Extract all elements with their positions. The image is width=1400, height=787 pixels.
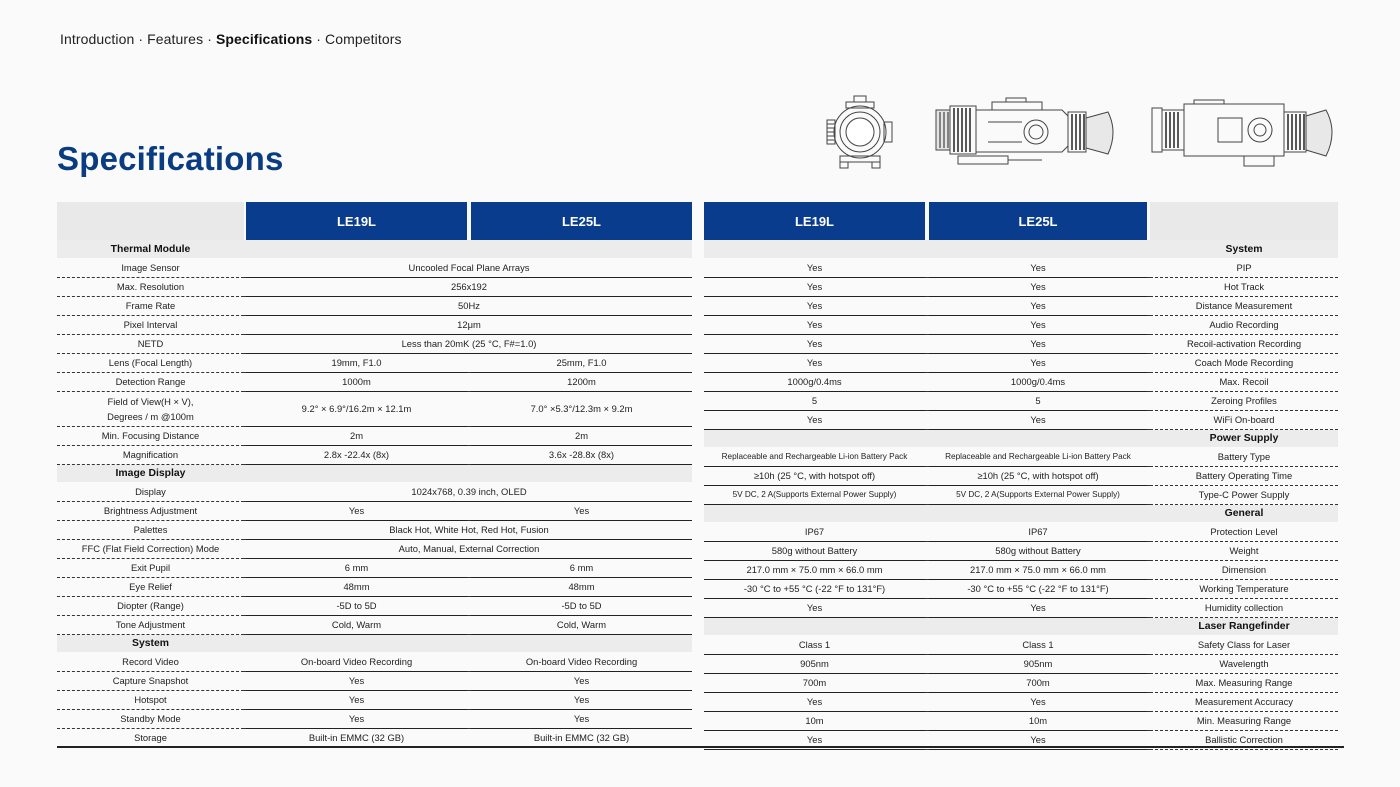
spec-value-le25l: -30 °C to +55 °C (-22 °F to 131°F)	[929, 579, 1147, 598]
spec-row	[704, 410, 1338, 429]
spec-row	[57, 315, 692, 334]
spec-value-shared: Less than 20mK (25 °C, F#=1.0)	[246, 334, 692, 353]
spec-label: Pixel Interval	[57, 315, 244, 334]
spec-row	[704, 598, 1338, 617]
spec-row	[704, 560, 1338, 579]
spec-value-le25l: 580g without Battery	[929, 541, 1147, 560]
spec-value-le25l: Yes	[929, 730, 1147, 749]
spec-value-le19l: -5D to 5D	[246, 596, 467, 615]
spec-label: Tone Adjustment	[57, 615, 244, 634]
section-title: Laser Rangefinder	[1150, 617, 1338, 635]
spec-value-le19l: -30 °C to +55 °C (-22 °F to 131°F)	[704, 579, 925, 598]
section-title: Power Supply	[1150, 429, 1338, 447]
spec-value-le19l: IP67	[704, 522, 925, 541]
spec-row	[704, 258, 1338, 277]
spec-value-le19l: Yes	[704, 692, 925, 711]
spec-value-le19l: Yes	[704, 730, 925, 749]
spec-row	[57, 596, 692, 615]
spec-row	[704, 353, 1338, 372]
spec-row	[704, 296, 1338, 315]
breadcrumb-introduction[interactable]: Introduction	[60, 31, 135, 47]
spec-row	[57, 671, 692, 690]
spec-label: Recoil-activation Recording	[1150, 334, 1338, 353]
spec-label: NETD	[57, 334, 244, 353]
header-corner	[57, 202, 244, 240]
spec-label: Hot Track	[1150, 277, 1338, 296]
spec-label: Storage	[57, 728, 244, 747]
spec-value-le25l: 1200m	[471, 372, 692, 391]
spec-label: Weight	[1150, 541, 1338, 560]
spec-value-le19l: Yes	[704, 353, 925, 372]
spec-row	[704, 522, 1338, 541]
spec-value-le25l: 5V DC, 2 A(Supports External Power Supply)	[929, 485, 1147, 504]
spec-label: FFC (Flat Field Correction) Mode	[57, 539, 244, 558]
header-corner	[1150, 202, 1338, 240]
spec-label-line: Field of View(H × V),	[107, 395, 194, 407]
spec-label: Frame Rate	[57, 296, 244, 315]
spec-value-le25l: 25mm, F1.0	[471, 353, 692, 372]
spec-row	[704, 654, 1338, 673]
spec-value-le25l: Yes	[929, 334, 1147, 353]
section-blank	[704, 504, 1147, 522]
spec-label: Coach Mode Recording	[1150, 353, 1338, 372]
scope-side-view-image	[932, 96, 1122, 170]
spec-value-le25l: Yes	[471, 501, 692, 520]
spec-value-le25l: 217.0 mm × 75.0 mm × 66.0 mm	[929, 560, 1147, 579]
section-blank	[246, 634, 692, 652]
spec-value-le19l: 2.8x -22.4x (8x)	[246, 445, 467, 464]
spec-label: Capture Snapshot	[57, 671, 244, 690]
spec-value-le19l: Yes	[704, 258, 925, 277]
spec-label: Battery Operating Time	[1150, 466, 1338, 485]
spec-row	[57, 539, 692, 558]
spec-value-le19l: Yes	[246, 709, 467, 728]
header-model-le19l: LE19L	[246, 202, 467, 240]
spec-row	[704, 315, 1338, 334]
breadcrumb-competitors[interactable]: Competitors	[325, 31, 402, 47]
spec-value-le19l: Class 1	[704, 635, 925, 654]
spec-value-le19l: Yes	[704, 598, 925, 617]
spec-value-le25l: IP67	[929, 522, 1147, 541]
spec-row	[57, 277, 692, 296]
spec-label: Wavelength	[1150, 654, 1338, 673]
spec-value-le19l: 580g without Battery	[704, 541, 925, 560]
spec-value-le25l: Yes	[929, 353, 1147, 372]
spec-table-left	[57, 202, 692, 748]
spec-row	[57, 615, 692, 634]
spec-value-le25l: Yes	[929, 315, 1147, 334]
spec-value-le25l: Yes	[471, 671, 692, 690]
spec-row	[57, 445, 692, 464]
section-blank	[246, 464, 692, 482]
spec-table-right	[704, 202, 1338, 750]
spec-row	[57, 709, 692, 728]
section-title: Image Display	[57, 464, 244, 482]
breadcrumb-separator: ·	[316, 31, 322, 47]
section-header-row	[57, 634, 692, 652]
spec-value-le19l: 6 mm	[246, 558, 467, 577]
spec-row	[704, 372, 1338, 391]
spec-row	[57, 520, 692, 539]
spec-value-le25l: 700m	[929, 673, 1147, 692]
spec-label: Zeroing Profiles	[1150, 391, 1338, 410]
spec-value-shared: Black Hot, White Hot, Red Hot, Fusion	[246, 520, 692, 539]
spec-label: Hotspot	[57, 690, 244, 709]
spec-value-le19l: 48mm	[246, 577, 467, 596]
spec-value-le25l: Yes	[929, 277, 1147, 296]
spec-value-le19l: 5V DC, 2 A(Supports External Power Supply)	[704, 485, 925, 504]
table-header-row	[704, 202, 1338, 240]
breadcrumb	[60, 31, 402, 47]
spec-value-le19l: 1000m	[246, 372, 467, 391]
spec-row	[704, 391, 1338, 410]
header-model-le25l: LE25L	[471, 202, 692, 240]
spec-row	[57, 372, 692, 391]
section-blank	[246, 240, 692, 258]
spec-value-le25l: Replaceable and Rechargeable Li-ion Battery Pack	[929, 447, 1147, 466]
spec-label: Display	[57, 482, 244, 501]
spec-value-le25l: 3.6x -28.8x (8x)	[471, 445, 692, 464]
spec-label: Protection Level	[1150, 522, 1338, 541]
spec-value-le25l: 5	[929, 391, 1147, 410]
spec-value-le19l: 10m	[704, 711, 925, 730]
spec-row	[57, 482, 692, 501]
spec-value-le19l: Yes	[246, 671, 467, 690]
section-header-row	[704, 504, 1338, 522]
spec-value-le19l: Built-in EMMC (32 GB)	[246, 728, 467, 747]
header-model-le19l: LE19L	[704, 202, 925, 240]
spec-value-le25l: Class 1	[929, 635, 1147, 654]
spec-value-le19l: Yes	[704, 277, 925, 296]
spec-value-le25l: Cold, Warm	[471, 615, 692, 634]
spec-value-le25l: 2m	[471, 426, 692, 445]
spec-value-le19l: ≥10h (25 °C, with hotspot off)	[704, 466, 925, 485]
section-header-row	[704, 617, 1338, 635]
spec-value-le19l: Yes	[704, 410, 925, 429]
spec-value-le19l: 1000g/0.4ms	[704, 372, 925, 391]
spec-row	[57, 258, 692, 277]
spec-row	[57, 296, 692, 315]
section-title: System	[1150, 240, 1338, 258]
scope-front-view-image	[824, 94, 896, 170]
spec-value-le25l: 7.0° ×5.3°/12.3m × 9.2m	[471, 391, 692, 426]
spec-label: Safety Class for Laser	[1150, 635, 1338, 654]
spec-label: Working Temperature	[1150, 579, 1338, 598]
scope-top-view-image	[1148, 98, 1340, 172]
section-header-row	[57, 240, 692, 258]
spec-row	[57, 577, 692, 596]
spec-value-shared: Uncooled Focal Plane Arrays	[246, 258, 692, 277]
spec-label: Type-C Power Supply	[1150, 485, 1338, 504]
spec-label: Ballistic Correction	[1150, 730, 1338, 749]
spec-value-le19l: Yes	[704, 315, 925, 334]
spec-label-line: Degrees / m @100m	[107, 410, 194, 422]
spec-label: Detection Range	[57, 372, 244, 391]
section-blank	[704, 617, 1147, 635]
breadcrumb-separator: ·	[207, 31, 212, 47]
spec-row	[704, 692, 1338, 711]
spec-row	[57, 426, 692, 445]
spec-value-le25l: Yes	[471, 709, 692, 728]
spec-row	[57, 728, 692, 747]
spec-label: Image Sensor	[57, 258, 244, 277]
section-header-row	[57, 464, 692, 482]
spec-row	[57, 353, 692, 372]
spec-label: Lens (Focal Length)	[57, 353, 244, 372]
breadcrumb-features[interactable]: Features	[147, 31, 204, 47]
spec-label: Exit Pupil	[57, 558, 244, 577]
spec-row	[704, 541, 1338, 560]
spec-label: Dimension	[1150, 560, 1338, 579]
spec-value-le25l: 6 mm	[471, 558, 692, 577]
spec-label: Min. Measuring Range	[1150, 711, 1338, 730]
spec-label: Eye Relief	[57, 577, 244, 596]
spec-value-le25l: ≥10h (25 °C, with hotspot off)	[929, 466, 1147, 485]
spec-value-shared: 12μm	[246, 315, 692, 334]
spec-label: Record Video	[57, 652, 244, 671]
spec-value-le25l: Yes	[929, 258, 1147, 277]
spec-row	[57, 334, 692, 353]
spec-label	[57, 391, 244, 426]
spec-row	[704, 466, 1338, 485]
breadcrumb-specifications[interactable]: Specifications	[215, 31, 313, 47]
spec-value-le25l: 905nm	[929, 654, 1147, 673]
spec-label: Audio Recording	[1150, 315, 1338, 334]
spec-value-shared: 1024x768, 0.39 inch, OLED	[246, 482, 692, 501]
spec-label: Max. Resolution	[57, 277, 244, 296]
spec-value-le25l: Yes	[471, 690, 692, 709]
spec-value-le19l: 700m	[704, 673, 925, 692]
bottom-rule	[57, 746, 1344, 748]
spec-value-le19l: Cold, Warm	[246, 615, 467, 634]
spec-label: Min. Focusing Distance	[57, 426, 244, 445]
spec-label: Palettes	[57, 520, 244, 539]
spec-label: Max. Recoil	[1150, 372, 1338, 391]
spec-value-le19l: 217.0 mm × 75.0 mm × 66.0 mm	[704, 560, 925, 579]
section-header-row	[704, 429, 1338, 447]
spec-value-le19l: Yes	[246, 501, 467, 520]
spec-value-shared: Auto, Manual, External Correction	[246, 539, 692, 558]
section-title: System	[57, 634, 244, 652]
spec-row	[57, 690, 692, 709]
spec-label: Max. Measuring Range	[1150, 673, 1338, 692]
spec-value-shared: 50Hz	[246, 296, 692, 315]
section-title: General	[1150, 504, 1338, 522]
spec-value-le19l: 19mm, F1.0	[246, 353, 467, 372]
section-header-row	[704, 240, 1338, 258]
spec-label: Brightness Adjustment	[57, 501, 244, 520]
spec-label: Magnification	[57, 445, 244, 464]
spec-row	[704, 711, 1338, 730]
section-blank	[704, 429, 1147, 447]
spec-label: WiFi On-board	[1150, 410, 1338, 429]
spec-row	[704, 447, 1338, 466]
spec-row	[57, 501, 692, 520]
spec-value-le25l: Yes	[929, 598, 1147, 617]
spec-row	[57, 558, 692, 577]
spec-value-le19l: 9.2° × 6.9°/16.2m × 12.1m	[246, 391, 467, 426]
spec-value-le19l: Replaceable and Rechargeable Li-ion Battery Pack	[704, 447, 925, 466]
spec-row	[704, 277, 1338, 296]
spec-value-le25l: On-board Video Recording	[471, 652, 692, 671]
spec-value-le19l: Yes	[246, 690, 467, 709]
spec-value-le19l: Yes	[704, 296, 925, 315]
page-title: Specifications	[57, 140, 284, 177]
breadcrumb-separator: ·	[138, 31, 144, 47]
spec-row	[704, 334, 1338, 353]
spec-row	[704, 579, 1338, 598]
spec-value-le25l: 48mm	[471, 577, 692, 596]
spec-value-le25l: Yes	[929, 410, 1147, 429]
spec-value-le25l: 10m	[929, 711, 1147, 730]
spec-row	[704, 485, 1338, 504]
spec-value-le25l: Built-in EMMC (32 GB)	[471, 728, 692, 747]
section-title: Thermal Module	[57, 240, 244, 258]
spec-label: Diopter (Range)	[57, 596, 244, 615]
spec-value-le19l: 905nm	[704, 654, 925, 673]
section-blank	[704, 240, 1147, 258]
spec-row	[704, 673, 1338, 692]
spec-value-le25l: 1000g/0.4ms	[929, 372, 1147, 391]
spec-value-le25l: Yes	[929, 692, 1147, 711]
spec-row	[57, 652, 692, 671]
spec-label: Humidity collection	[1150, 598, 1338, 617]
spec-label: Measurement Accuracy	[1150, 692, 1338, 711]
spec-value-le19l: Yes	[704, 334, 925, 353]
spec-label: PIP	[1150, 258, 1338, 277]
spec-label: Battery Type	[1150, 447, 1338, 466]
spec-value-le19l: 2m	[246, 426, 467, 445]
spec-row	[57, 391, 692, 426]
spec-value-le25l: -5D to 5D	[471, 596, 692, 615]
spec-value-le25l: Yes	[929, 296, 1147, 315]
spec-row	[704, 635, 1338, 654]
header-model-le25l: LE25L	[929, 202, 1147, 240]
spec-label: Standby Mode	[57, 709, 244, 728]
spec-value-le19l: 5	[704, 391, 925, 410]
spec-value-le19l: On-board Video Recording	[246, 652, 467, 671]
table-header-row	[57, 202, 692, 240]
spec-label: Distance Measurement	[1150, 296, 1338, 315]
spec-value-shared: 256x192	[246, 277, 692, 296]
